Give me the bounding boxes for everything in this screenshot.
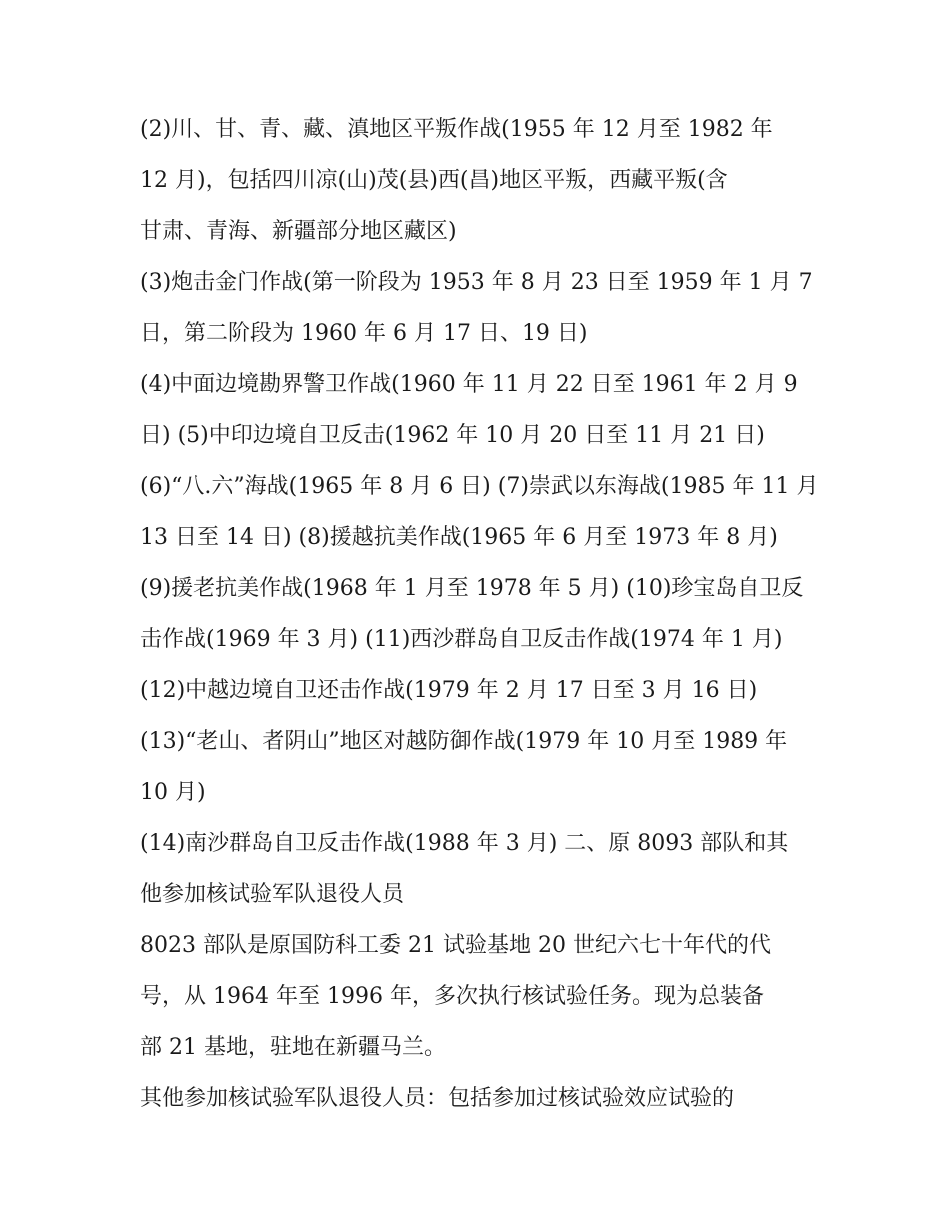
text-line: 其他参加核试验军队退役人员：包括参加过核试验效应试验的 [140,1086,735,1111]
text-line: 10 月) [140,780,206,805]
text-line: 12 月)，包括四川凉(山)茂(县)西(昌)地区平叛，西藏平叛(含 [140,168,728,193]
document-body [140,104,820,1124]
text-line: 8023 部队是原国防科工委 21 试验基地 20 世纪六七十年代的代 [140,933,771,958]
text-line: 甘肃、青海、新疆部分地区藏区) [140,219,457,244]
text-line: 他参加核试验军队退役人员 [140,882,405,907]
text-line: (12)中越边境自卫还击作战(1979 年 2 月 17 日至 3 月 16 日) [140,678,758,703]
text-line: (6)“八.六”海战(1965 年 8 月 6 日) (7)崇武以东海战(1985 年 11 月 [140,474,819,499]
text-line: (2)川、甘、青、藏、滇地区平叛作战(1955 年 12 月至 1982 年 [140,117,773,142]
text-line: 13 日至 14 日) (8)援越抗美作战(1965 年 6 月至 1973 年 8 月) [140,525,778,550]
text-line: (3)炮击金门作战(第一阶段为 1953 年 8 月 23 日至 1959 年 1 月 7 [140,270,813,295]
text-line: (14)南沙群岛自卫反击作战(1988 年 3 月) 二、原 8093 部队和其 [140,831,789,856]
text-line: 击作战(1969 年 3 月) (11)西沙群岛自卫反击作战(1974 年 1 月) [140,627,783,652]
text-line: 部 21 基地，驻地在新疆马兰。 [140,1035,446,1060]
text-line: 日，第二阶段为 1960 年 6 月 17 日、19 日) [140,321,588,346]
text-line: 号，从 1964 年至 1996 年，多次执行核试验任务。现为总装备 [140,984,764,1009]
text-line: (13)“老山、者阴山”地区对越防御作战(1979 年 10 月至 1989 年 [140,729,788,754]
text-line: (4)中面边境勘界警卫作战(1960 年 11 月 22 日至 1961 年 2 月 9 [140,372,798,397]
text-line: (9)援老抗美作战(1968 年 1 月至 1978 年 5 月) (10)珍宝岛自卫反 [140,576,804,601]
text-line: 日) (5)中印边境自卫反击(1962 年 10 月 20 日至 11 月 21 日) [140,423,765,448]
